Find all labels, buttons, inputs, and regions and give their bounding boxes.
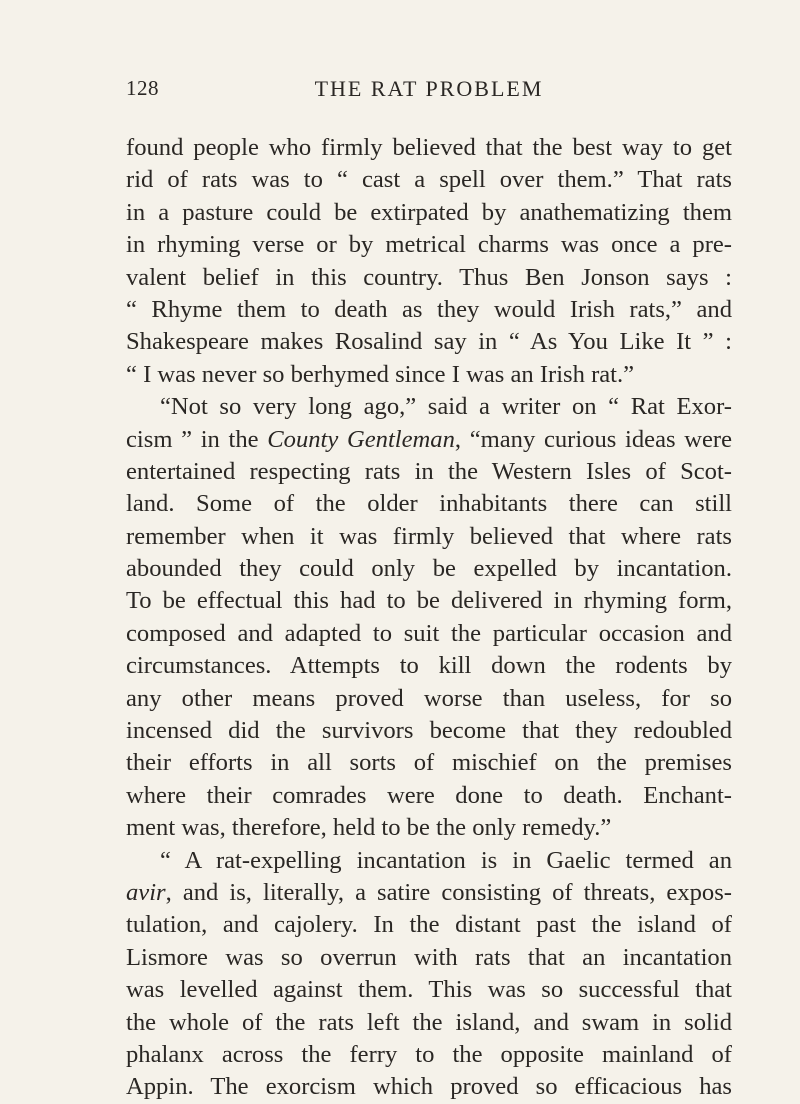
text-line: remember when it was firmly believed that where rats [126,522,732,550]
text-line: abounded they could only be expelled by incantation. [126,555,732,583]
text-line: was levelled against them. This was so successful that [126,976,732,1004]
text-line: the whole of the rats left the island, and swam in solid [126,1008,732,1036]
text-line: incensed did the survivors become that they redoubled [126,717,732,745]
text-line: in a pasture could be extirpated by anathematizing them [126,198,732,226]
running-head [126,76,732,106]
italic-title: County Gentleman [267,425,455,453]
page-number: 128 [126,76,159,100]
text-line: any other means proved worse than useless, for so [126,684,732,712]
text-line: “ A rat-expelling incantation is in Gaelic termed an [160,846,732,874]
text-line: land. Some of the older inhabitants there can still [126,490,732,518]
line-text-after: , and is, literally, a satire consisting of threats, expos- [165,878,732,906]
text-line [126,424,732,456]
italic-word: avir [126,878,166,906]
text-line [126,877,732,909]
text-line: circumstances. Attempts to kill down the rodents by [126,652,732,680]
line-text-before: cism ” in the [126,425,268,453]
text-line: composed and adapted to suit the particular occasion and [126,619,732,647]
text-line: rid of rats was to “ cast a spell over them.” That rats [126,166,732,194]
body-text [126,132,732,1104]
text-line: Appin. The exorcism which proved so efficacious has [126,1073,732,1101]
text-line: Lismore was so overrun with rats that an incantation [126,943,732,971]
text-line: “Not so very long ago,” said a writer on “ Rat Exor- [160,393,732,421]
line-text-after: , “many curious ideas were [454,425,732,453]
text-line: in rhyming verse or by metrical charms was once a pre- [126,231,732,259]
text-line: tulation, and cajolery. In the distant past the island of [126,911,732,939]
text-line: To be effectual this had to be delivered in rhyming form, [126,587,732,615]
text-line: entertained respecting rats in the Western Isles of Scot- [126,457,732,485]
running-title: THE RAT PROBLEM [314,76,544,101]
text-line: phalanx across the ferry to the opposite mainland of [126,1040,732,1068]
text-line: “ Rhyme them to death as they would Irish rats,” and [126,295,732,323]
text-line: their efforts in all sorts of mischief on the premises [126,749,732,777]
text-line: Shakespeare makes Rosalind say in “ As You Like It ” : [126,328,732,356]
text-line: “ I was never so berhymed since I was an Irish rat.” [126,360,635,388]
text-line: where their comrades were done to death. Enchant- [126,781,732,809]
text-line: valent belief in this country. Thus Ben Jonson says : [126,263,732,291]
text-line: found people who firmly believed that the best way to get [126,134,732,161]
text-line: ment was, therefore, held to be the only remedy.” [126,814,612,842]
